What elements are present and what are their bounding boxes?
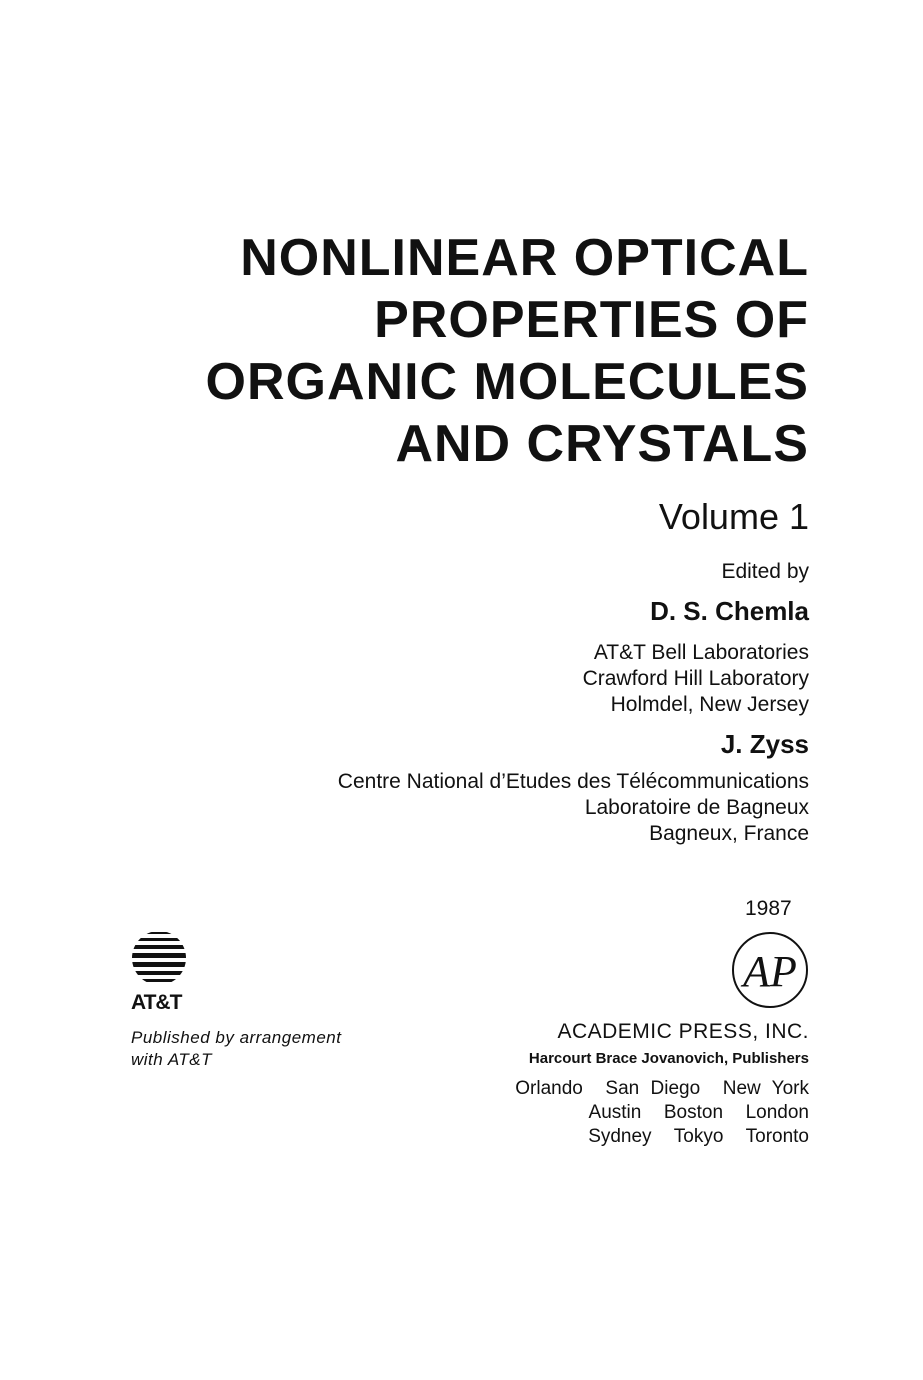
arrangement-line-2: with AT&T [131,1050,213,1069]
att-logo-text: AT&T [131,991,182,1014]
publisher-cities-line-2: Austin Boston London [588,1102,809,1123]
publisher-cities-line-3: Sydney Tokyo Toronto [588,1126,809,1147]
volume-label: Volume 1 [658,496,809,537]
publisher-cities-line-1: Orlando San Diego New York [515,1078,809,1099]
editor-name-2: J. Zyss [720,729,809,759]
title-line-2: PROPERTIES OF [374,291,809,349]
arrangement-line-1: Published by arrangement [131,1028,342,1047]
title-line-1: NONLINEAR OPTICAL [240,229,809,287]
editor-1-affiliation-line-1: AT&T Bell Laboratories [593,641,809,664]
editor-2-affiliation-line-3: Bagneux, France [649,822,809,845]
publisher-subtitle: Harcourt Brace Jovanovich, Publishers [528,1050,809,1067]
publication-year: 1987 [745,897,792,920]
editor-1-affiliation-line-2: Crawford Hill Laboratory [582,667,809,690]
title-line-4: AND CRYSTALS [395,415,809,473]
publisher-name: ACADEMIC PRESS, INC. [557,1020,809,1043]
academic-press-logo [730,930,810,1010]
editor-2-affiliation-line-2: Laboratoire de Bagneux [584,796,809,819]
att-globe-icon [131,928,191,992]
editor-name-1: D. S. Chemla [650,596,809,626]
edited-by-label: Edited by [721,560,809,583]
arrangement-note [131,1027,341,1071]
title-line-3: ORGANIC MOLECULES [205,353,809,411]
editor-1-affiliation-line-3: Holmdel, New Jersey [610,693,809,716]
editor-2-affiliation-line-1: Centre National d’Etudes des Télécommunications [337,770,809,793]
ap-logo-text: AP [743,947,797,996]
